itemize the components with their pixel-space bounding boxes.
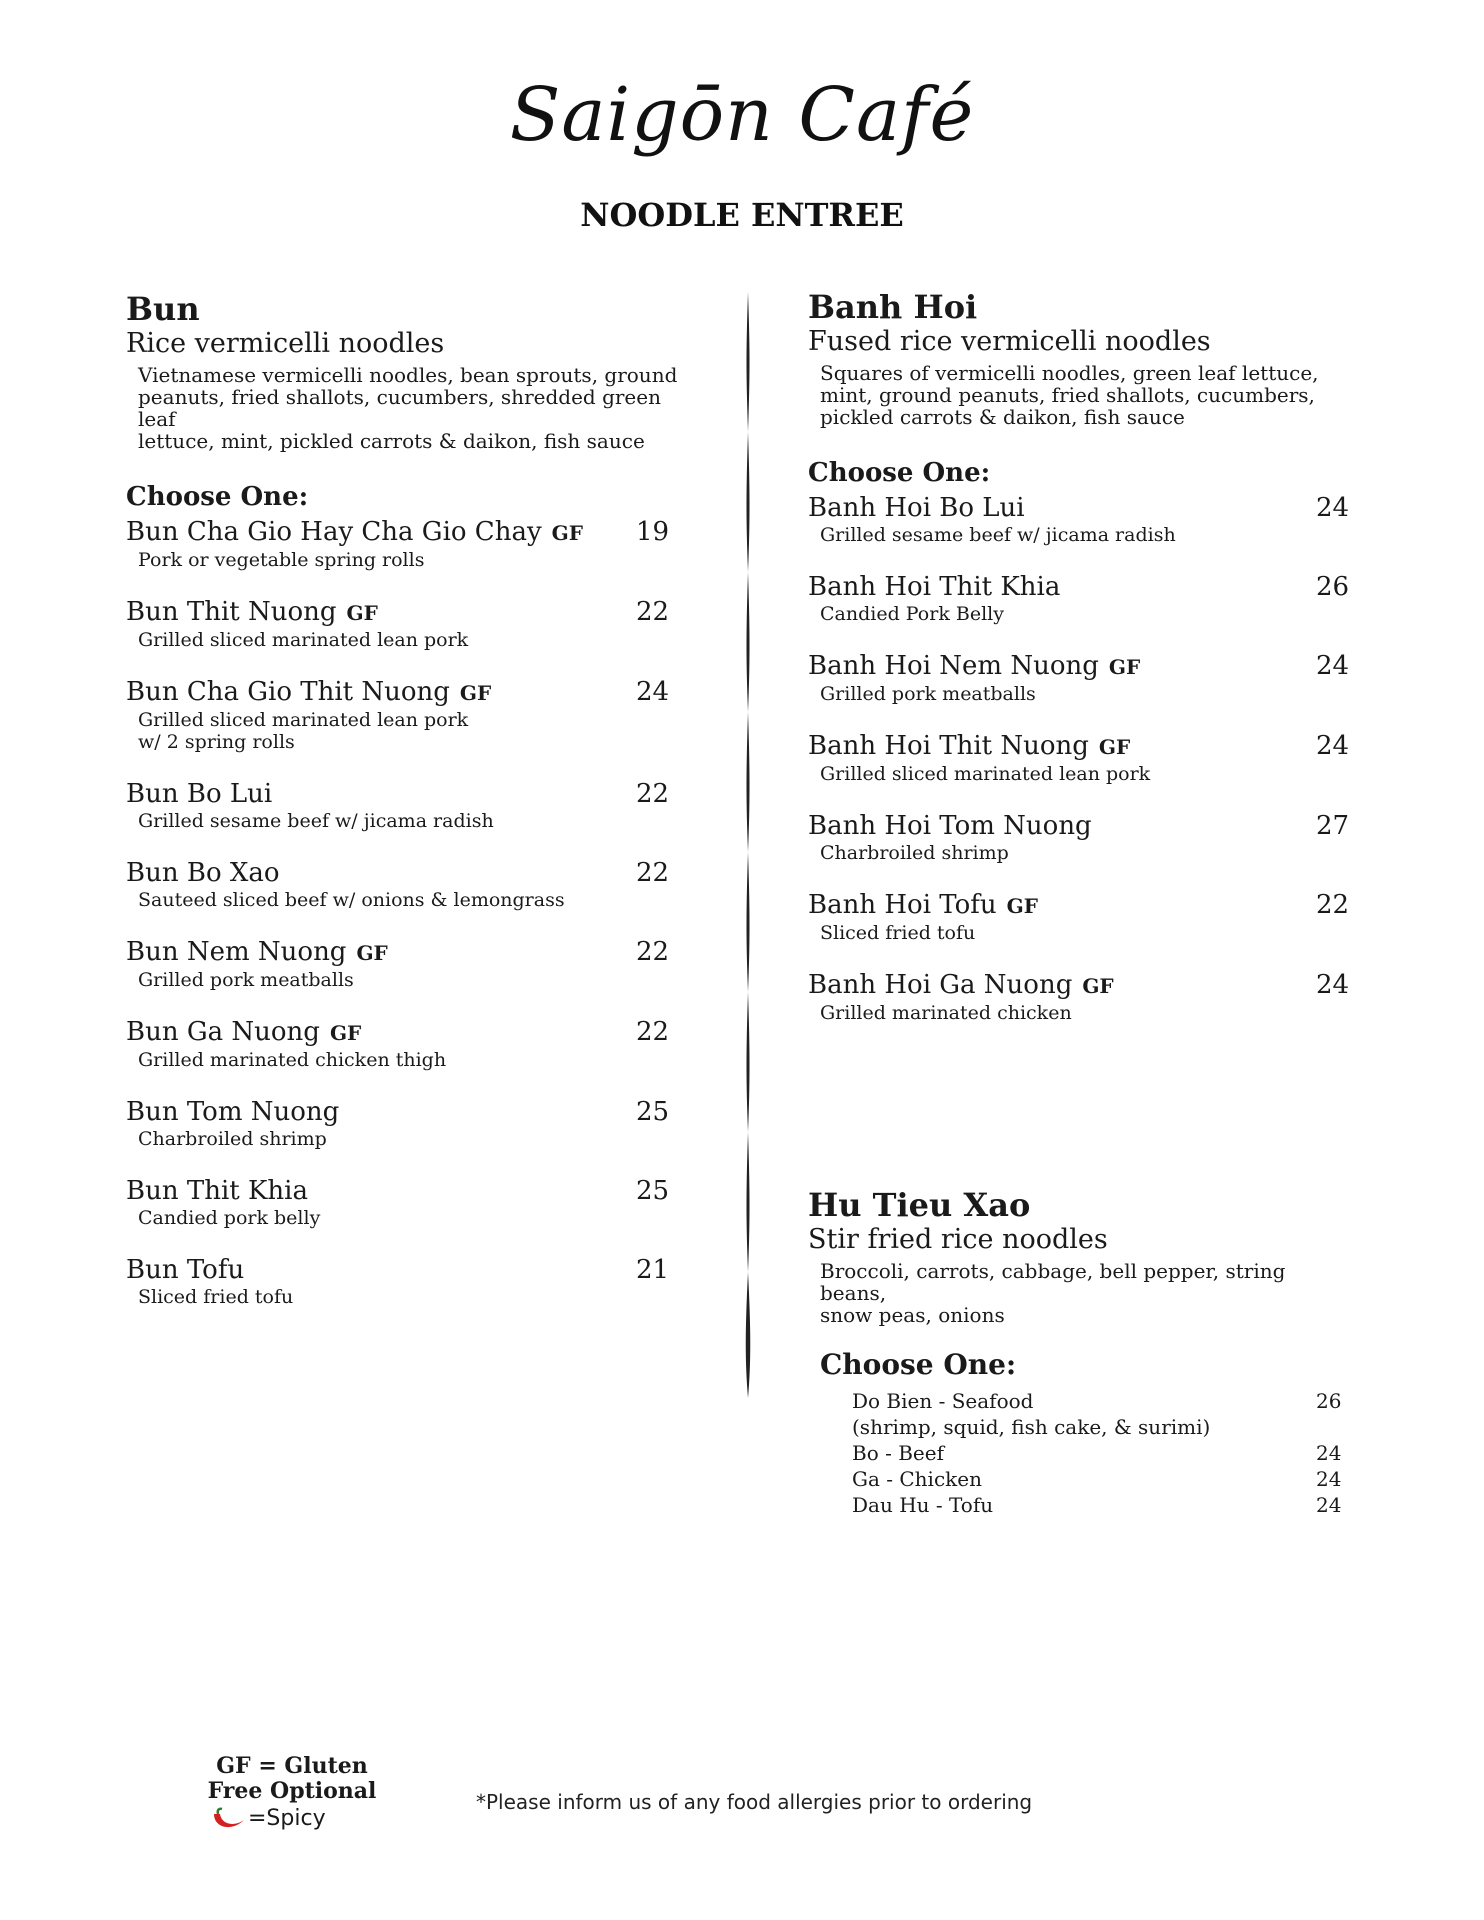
chili-pepper-icon: [210, 1806, 248, 1832]
item-name-line: [126, 1096, 686, 1128]
menu-item: [126, 676, 686, 753]
section-subtitle: Rice vermicelli noodles: [126, 328, 445, 359]
item-description: w/ 2 spring rolls: [138, 731, 295, 753]
item-name: Banh Hoi Nem Nuong: [808, 651, 1099, 681]
item-price: 22: [636, 858, 670, 888]
option-price: 24: [1316, 1467, 1342, 1491]
item-name-line: [126, 596, 686, 629]
page-title: NOODLE ENTREE: [580, 196, 904, 234]
spicy-label: =Spicy: [248, 1806, 326, 1831]
section-bun: [126, 290, 686, 1333]
ornamental-divider: [744, 292, 752, 1398]
item-name-line: [808, 730, 1348, 763]
option-price: 26: [1316, 1389, 1342, 1413]
item-description: Grilled sliced marinated lean pork: [138, 629, 469, 651]
item-name-line: [808, 571, 1348, 603]
item-name: Banh Hoi Tofu: [808, 890, 997, 920]
option-label: Dau Hu - Tofu: [852, 1493, 994, 1517]
item-price: 24: [1316, 493, 1350, 523]
option-row: [852, 1466, 1348, 1492]
item-name: Banh Hoi Ga Nuong: [808, 970, 1073, 1000]
item-price: 22: [636, 597, 670, 627]
item-name: Bun Bo Lui: [126, 779, 273, 809]
description-line: lettuce, mint, pickled carrots & daikon, fish sauce: [138, 429, 645, 453]
allergy-note: *Please inform us of any food allergies prior to ordering: [476, 1790, 1033, 1814]
menu-item: [808, 571, 1348, 625]
item-price: 22: [636, 937, 670, 967]
section-description: [820, 362, 1348, 428]
description-line: peanuts, fried shallots, cucumbers, shredded green leaf: [138, 385, 661, 431]
item-name-line: [808, 650, 1348, 683]
option-label: Ga - Chicken: [852, 1467, 982, 1491]
item-description: Charbroiled shrimp: [820, 842, 1009, 864]
description-line: Vietnamese vermicelli noodles, bean sprouts, ground: [138, 363, 678, 387]
item-name-line: [126, 1016, 686, 1049]
item-description: Grilled pork meatballs: [138, 969, 354, 991]
menu-item-list: [126, 516, 686, 1308]
item-description: Sauteed sliced beef w/ onions & lemongrass: [138, 889, 565, 911]
item-name: Banh Hoi Tom Nuong: [808, 811, 1092, 841]
description-line: Broccoli, carrots, cabbage, bell pepper, string beans,: [820, 1259, 1286, 1305]
item-name: Banh Hoi Thit Khia: [808, 572, 1061, 602]
item-description: Grilled marinated chicken thigh: [138, 1049, 447, 1071]
gluten-free-badge: GF: [1098, 735, 1131, 759]
item-description: Grilled sliced marinated lean pork: [138, 709, 469, 731]
item-description: Sliced fried tofu: [820, 922, 976, 944]
description-line: mint, ground peanuts, fried shallots, cucumbers,: [820, 383, 1315, 407]
menu-item: [126, 596, 686, 651]
item-name-line: [126, 1175, 686, 1207]
menu-item-list: [808, 492, 1348, 1024]
item-description: Pork or vegetable spring rolls: [138, 549, 425, 571]
item-description: Grilled sesame beef w/ jicama radish: [820, 524, 1176, 546]
item-name-line: [126, 676, 686, 709]
gluten-free-badge: GF: [1082, 974, 1114, 998]
gluten-free-badge: GF: [346, 601, 378, 625]
menu-item: [808, 810, 1348, 864]
section-banh-hoi: [808, 288, 1348, 1049]
option-price: 24: [1316, 1493, 1342, 1517]
item-name: Bun Nem Nuong: [126, 937, 347, 967]
item-name: Bun Ga Nuong: [126, 1017, 320, 1047]
item-price: 25: [636, 1176, 670, 1206]
item-price: 24: [1316, 651, 1350, 681]
gluten-free-legend: [192, 1754, 392, 1804]
item-name: Bun Thit Nuong: [126, 597, 337, 627]
menu-item: [126, 1254, 686, 1308]
menu-item: [126, 778, 686, 832]
item-name-line: [808, 492, 1348, 524]
item-price: 22: [636, 779, 670, 809]
option-label: Do Bien - Seafood: [852, 1389, 1034, 1413]
section-title: Hu Tieu Xao: [808, 1186, 1031, 1224]
menu-item: [808, 492, 1348, 546]
gluten-free-badge: GF: [356, 941, 388, 965]
gluten-free-badge: GF: [1006, 894, 1038, 918]
item-description: Grilled sliced marinated lean pork: [820, 763, 1151, 785]
choose-one-heading: Choose One:: [126, 482, 309, 512]
section-description: [138, 364, 686, 452]
section-title: Bun: [126, 290, 200, 328]
item-price: 24: [1316, 731, 1350, 761]
menu-item: [808, 730, 1348, 785]
item-price: 22: [636, 1017, 670, 1047]
item-price: 24: [636, 677, 670, 707]
option-note: (shrimp, squid, fish cake, & surimi): [852, 1415, 1211, 1439]
item-name-line: [126, 1254, 686, 1286]
item-price: 21: [636, 1255, 670, 1285]
item-description: Grilled sesame beef w/ jicama radish: [138, 810, 494, 832]
item-name-line: [126, 778, 686, 810]
option-price: 24: [1316, 1441, 1342, 1465]
section-hu-tieu-xao: [808, 1186, 1348, 1518]
item-price: 19: [636, 517, 670, 547]
description-line: pickled carrots & daikon, fish sauce: [820, 405, 1185, 429]
gluten-free-badge: GF: [329, 1021, 362, 1045]
item-price: 25: [636, 1097, 670, 1127]
item-price: 24: [1316, 970, 1350, 1000]
item-description: Candied Pork Belly: [820, 603, 1004, 625]
menu-item: [126, 936, 686, 991]
item-description: Grilled pork meatballs: [820, 683, 1036, 705]
restaurant-logo: Saigōn Café: [509, 72, 975, 158]
item-price: 27: [1316, 811, 1350, 841]
menu-item: [126, 1096, 686, 1150]
item-name: Bun Bo Xao: [126, 858, 280, 888]
item-description: Grilled marinated chicken: [820, 1002, 1072, 1024]
item-name-line: [126, 857, 686, 889]
description-line: snow peas, onions: [820, 1303, 1005, 1327]
legend-line: GF = Gluten: [216, 1753, 368, 1779]
item-description: Candied pork belly: [138, 1207, 321, 1229]
option-row: [852, 1440, 1348, 1466]
section-subtitle: Fused rice vermicelli noodles: [808, 326, 1211, 357]
menu-item: [808, 650, 1348, 705]
item-name-line: [808, 889, 1348, 922]
item-price: 26: [1316, 572, 1350, 602]
item-description: Charbroiled shrimp: [138, 1128, 327, 1150]
menu-item: [808, 969, 1348, 1024]
item-name-line: [808, 810, 1348, 842]
item-name: Banh Hoi Bo Lui: [808, 493, 1025, 523]
menu-item: [126, 857, 686, 911]
option-label: Bo - Beef: [852, 1441, 944, 1465]
item-name-line: [808, 969, 1348, 1002]
option-row: [852, 1388, 1348, 1414]
spicy-legend: [210, 1806, 326, 1832]
item-name-line: [126, 516, 686, 549]
option-row: [852, 1492, 1348, 1518]
gluten-free-badge: GF: [459, 681, 492, 705]
item-price: 22: [1316, 890, 1350, 920]
gluten-free-badge: GF: [551, 521, 583, 545]
gluten-free-badge: GF: [1108, 655, 1141, 679]
item-name: Bun Tofu: [126, 1255, 245, 1285]
menu-item: [126, 1016, 686, 1071]
menu-item: [808, 889, 1348, 944]
choose-one-heading: Choose One:: [820, 1348, 1017, 1381]
item-name: Bun Cha Gio Thit Nuong: [126, 677, 450, 707]
item-name-line: [126, 936, 686, 969]
description-line: Squares of vermicelli noodles, green leaf lettuce,: [820, 361, 1319, 385]
item-name: Banh Hoi Thit Nuong: [808, 731, 1089, 761]
item-name: Bun Cha Gio Hay Cha Gio Chay: [126, 517, 542, 547]
choose-one-heading: Choose One:: [808, 458, 991, 488]
legend-line: Free Optional: [207, 1778, 377, 1804]
item-name: Bun Tom Nuong: [126, 1097, 340, 1127]
section-description: [820, 1260, 1348, 1326]
menu-item: [126, 1175, 686, 1229]
section-subtitle: Stir fried rice noodles: [808, 1224, 1108, 1255]
item-description: Sliced fried tofu: [138, 1286, 294, 1308]
section-title: Banh Hoi: [808, 288, 978, 326]
menu-item: [126, 516, 686, 571]
item-name: Bun Thit Khia: [126, 1176, 308, 1206]
